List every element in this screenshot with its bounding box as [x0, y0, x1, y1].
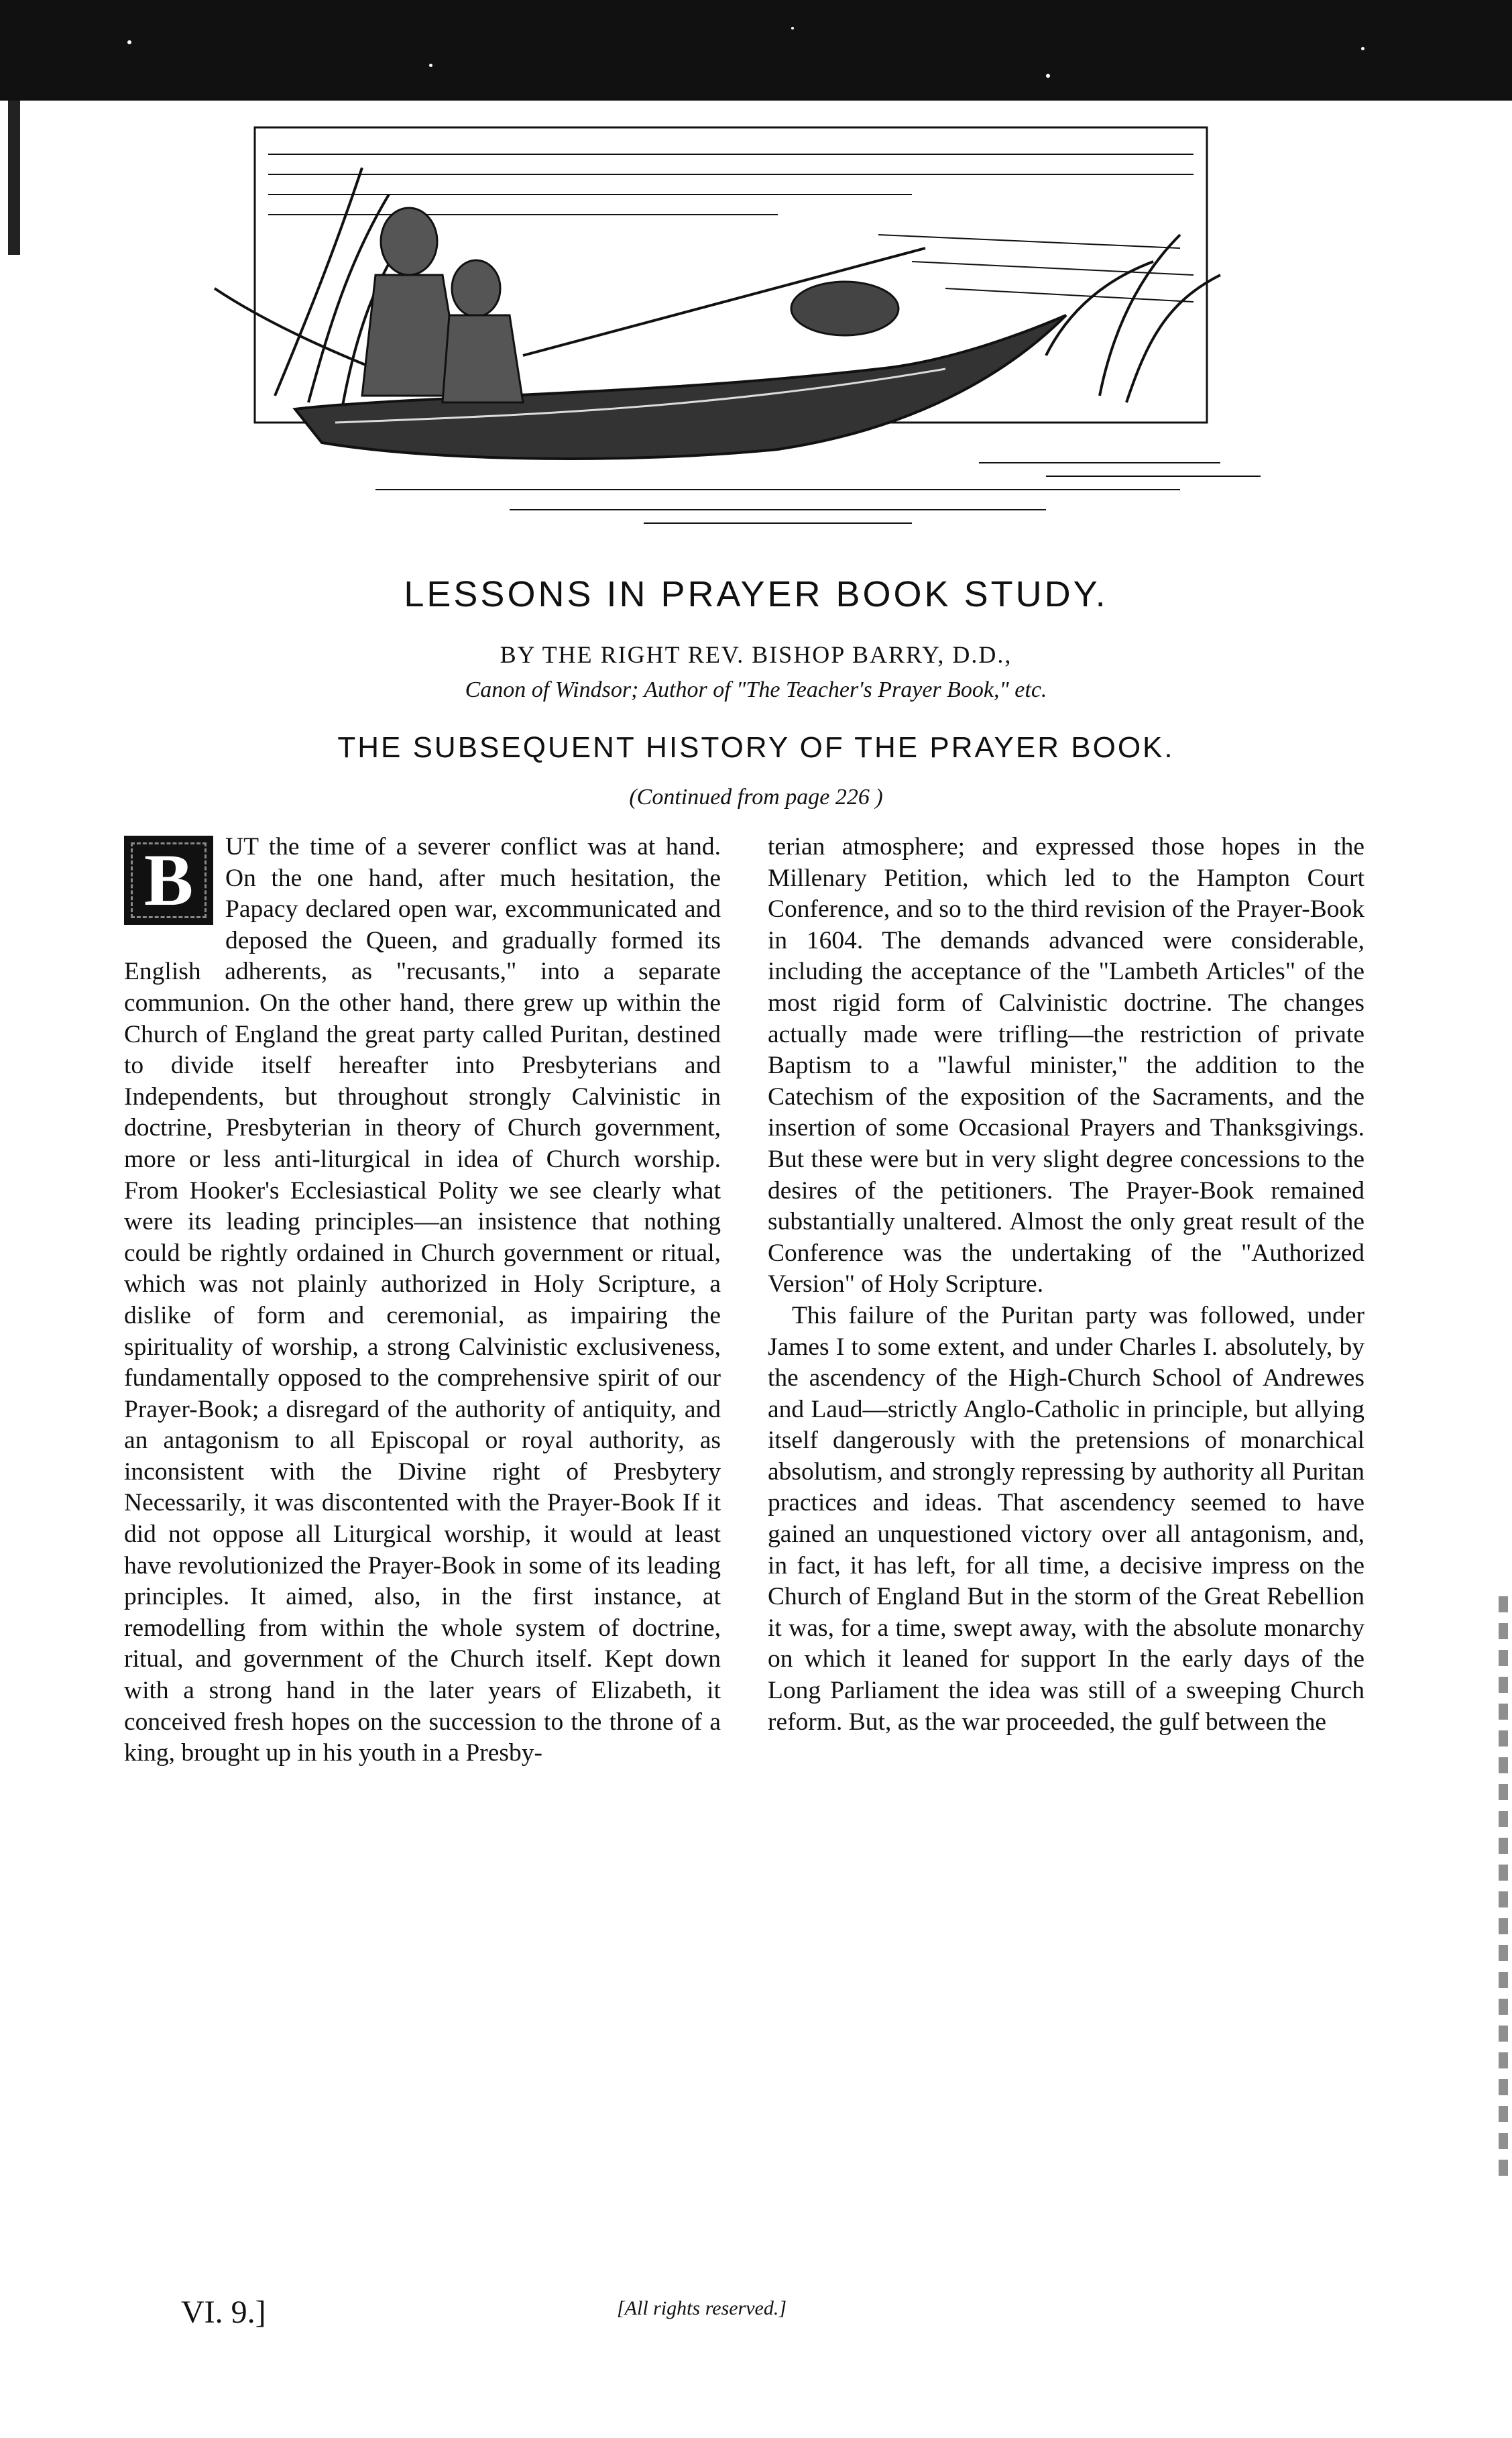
- dropcap-initial: B: [124, 836, 213, 925]
- rights-notice: [All rights reserved.]: [617, 2297, 787, 2319]
- paragraph: terian atmosphere; and expressed those hopes in the Millenary Petition, which led to the Hampton Court Conference, and so to the third revision of the Prayer-Book in 1604. The demands advanced were considerable, including the acceptance of the "Lambeth Articles" of the most rigid form of Calvinistic doctrine. The changes actually made were trifling—the restriction of private Baptism to a "lawful minister," the addition to the Catechism of the exposition of the Sacraments, and the insertion of some Occasional Prayers and Thanksgivings. But these were but in very slight degree concessions to the desires of the petitioners. The Prayer-Book remained substantially unaltered. Almost the only great result of the Conference was the undertaking of the "Authorized Version" of Holy Scripture.: [768, 833, 1364, 1298]
- author-byline: BY THE RIGHT REV. BISHOP BARRY, D.D.,: [500, 641, 1012, 668]
- left-margin-rule: [8, 101, 20, 255]
- right-margin-specks: [1499, 1596, 1508, 2186]
- boat-illustration-icon: [174, 114, 1301, 530]
- left-column: [124, 832, 721, 1769]
- signature-mark: VI. 9.]: [181, 2294, 266, 2330]
- paragraph: UT the time of a severer conflict was at hand. On the one hand, after much hesitation, the Papacy declared open war, excommunicated and deposed the Queen, and gradually formed its English adherents, as "recusants," into a separate communion. On the other hand, there grew up within the Church of England the great party called Puritan, destined to divide itself hereafter into Presbyterians and Independents, but throughout strongly Calvinistic in doctrine, Presbyterian in theory of Church government, more or less anti-liturgical in idea of Church worship. From Hooker's Ecclesiastical Polity we see clearly what were its leading principles—an insistence that nothing could be rightly ordained in Church government or ritual, which was not plainly authorized in Holy Scripture, a dislike of form and ceremonial, as impairing the spirituality of worship, a strong Calvinistic exclusiveness, fundamentally opposed to the comprehensive spirit of our Prayer-Book; a disregard of the authority of antiquity, and an antagonism to all Episcopal or royal authority, as inconsistent with the Divine right of Presbytery Necessarily, it was discontented with the Prayer-Book If it did not oppose all Liturgical worship, it would at least have revolutionized the Prayer-Book in some of its leading principles. It aimed, also, in the first instance, at remodelling from within the whole system of doctrine, ritual, and government of the Church itself. Kept down with a strong hand in the later years of Elizabeth, it conceived fresh hopes on the succession to the throne of a king, brought up in his youth in a Presby-: [124, 833, 721, 1767]
- right-column: [768, 832, 1364, 1738]
- continued-note: (Continued from page 226 ): [629, 785, 883, 810]
- article-title: LESSONS IN PRAYER BOOK STUDY.: [404, 574, 1108, 614]
- paragraph: This failure of the Puritan party was followed, under James I to some extent, and under Charles I. absolutely, by the ascendency of the High-Church School of Andrewes and Laud—strictly Anglo-Catholic in principle, but allying itself dangerously with the pretensions of monarchical absolutism, and strongly repressing by authority all Puritan practices and ideas. That ascendency seemed to have gained an unquestioned victory over all antagonism, and, in fact, it has left, for all time, a decisive impress on the Church of England But in the storm of the Great Rebellion it was, for a time, swept away, with the absolute monarchy on which it leaned for support In the early days of the Long Parliament the idea was still of a sweeping Church reform. But, as the war proceeded, the gulf between the: [768, 1301, 1364, 1736]
- section-heading: THE SUBSEQUENT HISTORY OF THE PRAYER BOOK.: [337, 731, 1175, 764]
- author-credentials: Canon of Windsor; Author of "The Teacher's Prayer Book," etc.: [465, 677, 1047, 702]
- top-border-band: [0, 0, 1512, 101]
